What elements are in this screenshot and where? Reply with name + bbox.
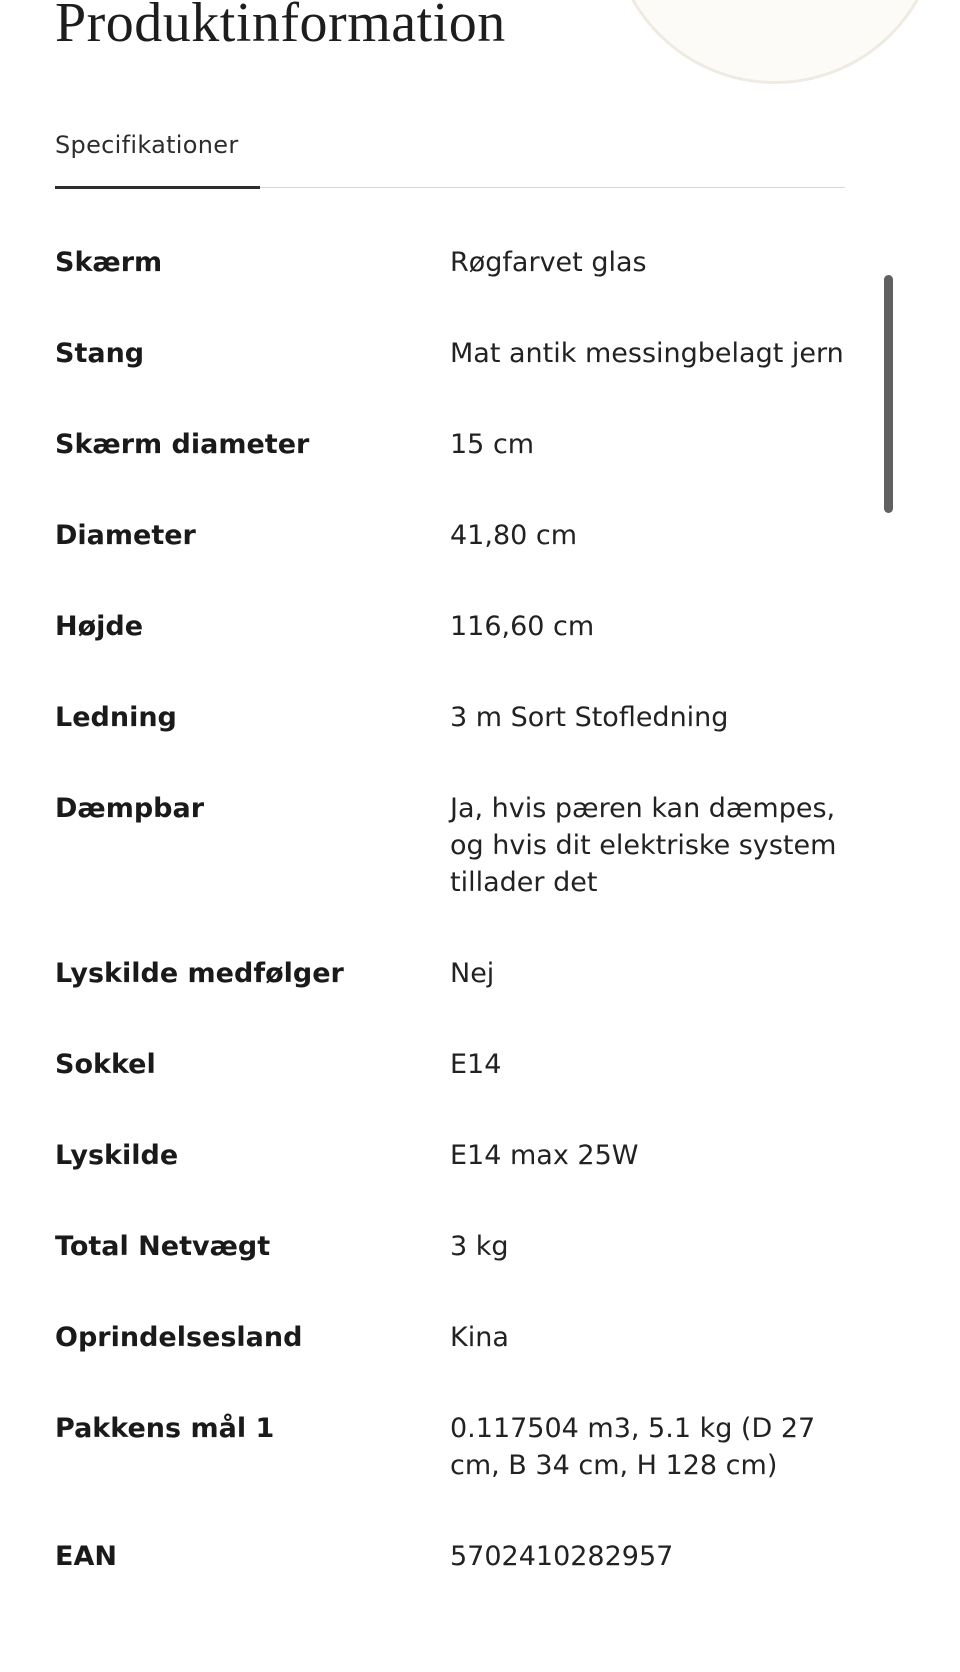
spec-row (55, 955, 845, 1046)
spec-row (55, 1319, 845, 1410)
spec-label: Skærm (55, 246, 163, 278)
spec-value: 5702410282957 (450, 1540, 674, 1572)
active-tab-underline (55, 186, 260, 189)
spec-label: Lyskilde (55, 1139, 179, 1171)
spec-value: E14 (450, 1048, 502, 1080)
spec-row (55, 244, 845, 335)
spec-row (55, 790, 845, 955)
spec-label: Stang (55, 337, 145, 369)
spec-value: Ja, hvis pæren kan dæmpes, og hvis dit elektriske system tillader det (450, 792, 837, 898)
spec-label: Højde (55, 610, 144, 642)
spec-row (55, 1137, 845, 1228)
spec-value: Nej (450, 957, 495, 989)
spec-label: Lyskilde medfølger (55, 957, 344, 989)
spec-label: Skærm diameter (55, 428, 310, 460)
spec-value: 15 cm (450, 428, 535, 460)
spec-row (55, 608, 845, 699)
spec-row (55, 1410, 845, 1538)
spec-label: Diameter (55, 519, 196, 551)
page-title: Produktinformation (55, 0, 506, 54)
spec-row (55, 1228, 845, 1319)
spec-value: 3 kg (450, 1230, 509, 1262)
spec-label: Pakkens mål 1 (55, 1412, 275, 1444)
spec-label: Sokkel (55, 1048, 156, 1080)
spec-value: Røgfarvet glas (450, 246, 647, 278)
scrollbar-thumb[interactable] (884, 275, 893, 513)
spec-value: Kina (450, 1321, 509, 1353)
spec-label: Oprindelsesland (55, 1321, 303, 1353)
tab-divider (55, 187, 845, 188)
spec-value: 41,80 cm (450, 519, 578, 551)
spec-row (55, 517, 845, 608)
tab-specifications[interactable]: Specifikationer (55, 130, 239, 159)
spec-value: Mat antik messingbelagt jern (450, 337, 844, 369)
spec-value: 3 m Sort Stofledning (450, 701, 729, 733)
spec-value: 0.117504 m3, 5.1 kg (D 27 cm, B 34 cm, H 128 cm) (450, 1412, 816, 1481)
spec-row (55, 335, 845, 426)
spec-row (55, 1046, 845, 1137)
spec-row (55, 1538, 845, 1575)
tab-bar (55, 131, 845, 187)
spec-label: Total Netvægt (55, 1230, 271, 1262)
spec-row (55, 699, 845, 790)
spec-label: Dæmpbar (55, 792, 205, 824)
spec-label: Ledning (55, 701, 177, 733)
spec-label: EAN (55, 1540, 117, 1572)
spec-value: E14 max 25W (450, 1139, 639, 1171)
spec-list (55, 244, 845, 1575)
spec-value: 116,60 cm (450, 610, 595, 642)
spec-row (55, 426, 845, 517)
